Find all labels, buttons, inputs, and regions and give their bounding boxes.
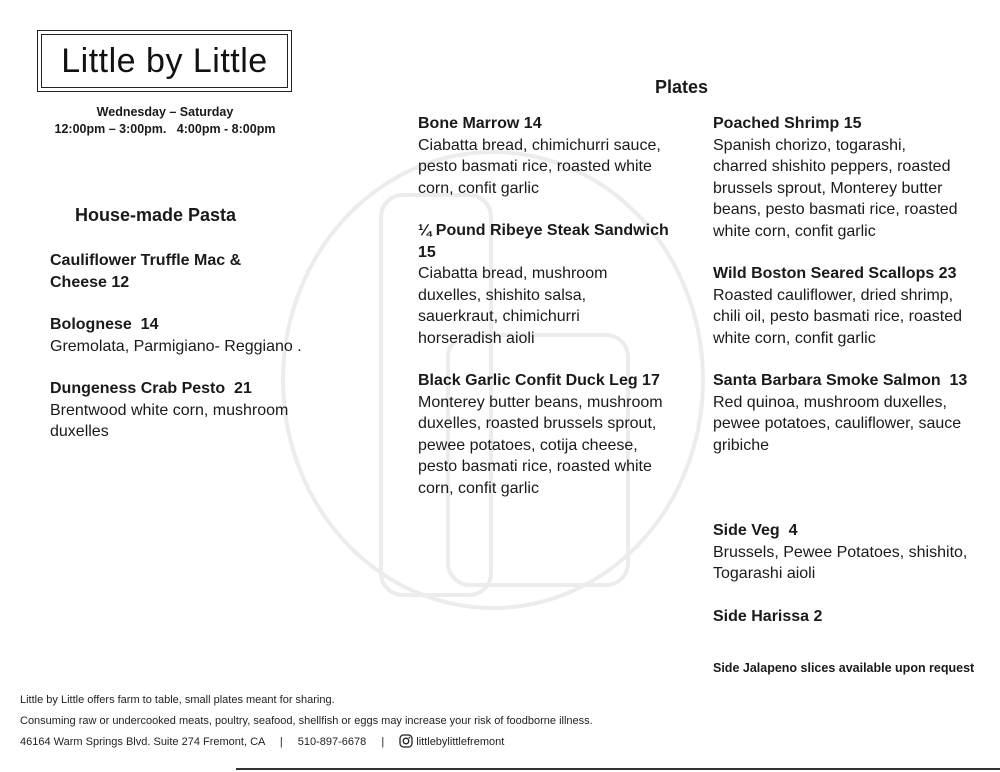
footer-tagline: Little by Little offers farm to table, small plates meant for sharing. bbox=[20, 694, 335, 706]
side-item-title: Side Veg 4 bbox=[713, 522, 798, 539]
menu-item-desc: Brentwood white corn, mushroom duxelles bbox=[50, 401, 289, 440]
menu-item bbox=[713, 263, 975, 349]
footer-instagram-handle[interactable]: littlebylittlefremont bbox=[416, 736, 505, 748]
menu-item bbox=[713, 113, 963, 242]
footer-separator: | bbox=[381, 736, 385, 748]
plates-heading: Plates bbox=[655, 77, 709, 97]
pasta-heading: House-made Pasta bbox=[75, 205, 237, 225]
footer-contact bbox=[20, 734, 504, 748]
menu-item-desc: Ciabatta bread, mushroom duxelles, shishito salsa, sauerkraut, chimichurri horseradish aioli bbox=[418, 265, 608, 347]
menu-item bbox=[50, 314, 320, 357]
instagram-icon bbox=[399, 734, 413, 748]
menu-item-title: ¼ Pound Ribeye Steak Sandwich 15 bbox=[418, 222, 669, 261]
side-item bbox=[713, 520, 978, 585]
menu-item-title: Wild Boston Seared Scallops 23 bbox=[713, 265, 957, 282]
menu-item-title: Poached Shrimp 15 bbox=[713, 115, 862, 132]
menu-item-title: Cauliflower Truffle Mac & Cheese 12 bbox=[50, 252, 242, 291]
menu-item-desc: Roasted cauliflower, dried shrimp, chili oil, pesto basmati rice, roasted white corn, confit garlic bbox=[713, 286, 962, 347]
side-item bbox=[713, 606, 983, 628]
menu-item-title: Bone Marrow 14 bbox=[418, 115, 542, 132]
jalapeno-note: Side Jalapeno slices available upon request bbox=[713, 661, 975, 675]
menu-item-desc: Ciabatta bread, chimichurri sauce, pesto basmati rice, roasted white corn, confit garlic bbox=[418, 136, 661, 197]
footer-disclaimer: Consuming raw or undercooked meats, poultry, seafood, shellfish or eggs may increase your risk of foodborne illness. bbox=[20, 715, 593, 727]
menu-item-title: Bolognese 14 bbox=[50, 316, 159, 333]
footer-phone: 510-897-6678 bbox=[297, 736, 367, 748]
side-item-title: Side Harissa 2 bbox=[713, 608, 823, 625]
menu-item-title: Black Garlic Confit Duck Leg 17 bbox=[418, 372, 660, 389]
hours-days: Wednesday – Saturday bbox=[96, 105, 234, 119]
opening-hours bbox=[40, 104, 290, 138]
bottom-divider bbox=[236, 768, 1000, 770]
menu-item bbox=[50, 378, 320, 443]
side-item-desc: Brussels, Pewee Potatoes, shishito, Togarashi aioli bbox=[713, 543, 968, 582]
brand-logo bbox=[37, 30, 292, 92]
menu-item-desc: Monterey butter beans, mushroom duxelles, roasted brussels sprout, pewee potatoes, cotija cheese, pesto basmati rice, roasted white corn, confit garlic bbox=[418, 393, 668, 497]
menu-item bbox=[418, 220, 673, 349]
menu-item-title: Dungeness Crab Pesto 21 bbox=[50, 380, 252, 397]
hours-times: 12:00pm – 3:00pm. 4:00pm - 8:00pm bbox=[54, 122, 276, 136]
menu-item-desc: Gremolata, Parmigiano- Reggiano . bbox=[50, 337, 302, 355]
footer-address: 46164 Warm Springs Blvd. Suite 274 Fremont, CA bbox=[20, 736, 265, 748]
footer-separator: | bbox=[279, 736, 283, 748]
menu-item-desc: Spanish chorizo, togarashi, charred shishito peppers, roasted brussels sprout, Monterey butter beans, pesto basmati rice, roasted white corn, confit garlic bbox=[713, 136, 958, 240]
menu-item bbox=[713, 370, 975, 456]
menu-item bbox=[50, 250, 320, 293]
menu-item-desc: Red quinoa, mushroom duxelles, pewee potatoes, cauliflower, sauce gribiche bbox=[713, 393, 962, 454]
brand-name: Little by Little bbox=[41, 34, 288, 88]
menu-item bbox=[418, 370, 673, 499]
menu-item-title: Santa Barbara Smoke Salmon 13 bbox=[713, 372, 968, 389]
menu-item bbox=[418, 113, 673, 199]
